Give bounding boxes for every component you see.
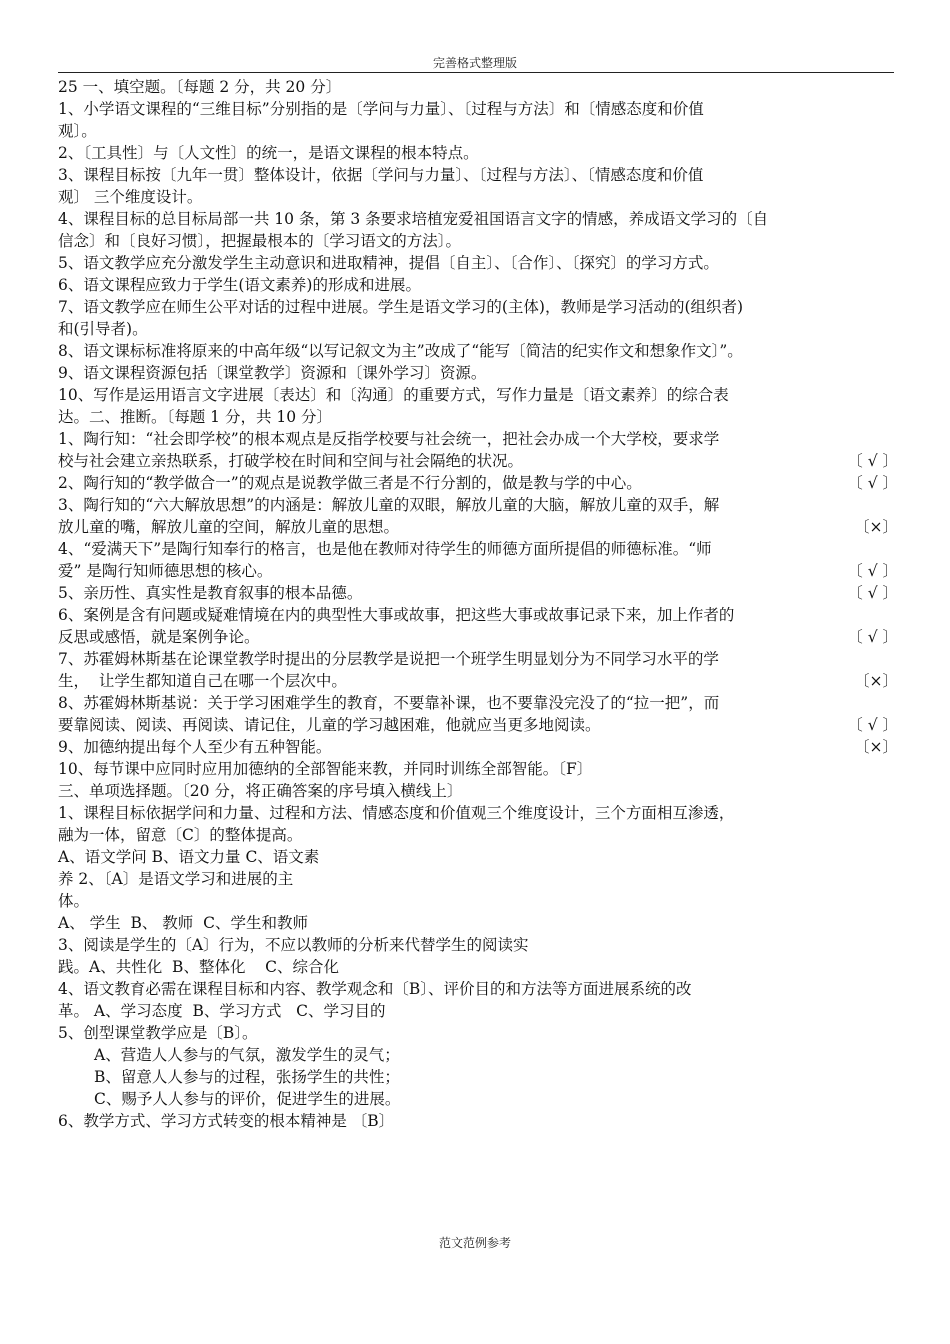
text-line: 3、阅读是学生的〔A〕行为，不应以教师的分析来代替学生的阅读实 <box>58 936 529 954</box>
page-header: 完善格式整理版 <box>432 56 517 70</box>
text-line: 3、陶行知的“六大解放思想”的内涵是：解放儿童的双眼，解放儿童的大脑，解放儿童的双手，解 <box>58 496 720 514</box>
text-line: 5、创型课堂教学应是〔B〕。 <box>58 1024 258 1042</box>
document-body <box>58 76 898 1132</box>
text-line: 信念〕和〔良好习惯〕，把握最根本的〔学习语文的方法〕。 <box>58 232 462 250</box>
line-text: 5、亲历性、真实性是教育叙事的根本品德。 <box>58 584 363 602</box>
text-line: 融为一体，留意〔C〕的整体提高。 <box>58 826 303 844</box>
text-line: 6、教学方式、学习方式转变的根本精神是 〔B〕 <box>58 1112 395 1130</box>
text-line: 养 2、〔A〕是语文学习和进展的主 <box>58 870 294 888</box>
text-line: 5、语文教学应充分激发学生主动意识和进取精神，提倡〔自主〕、〔合作〕、〔探究〕的学习方式。 <box>58 254 719 272</box>
text-line: 4、课程目标的总目标局部一共 10 条，第 3 条要求培植宠爱祖国语言文字的情感，养成语文学习的〔自 <box>58 210 769 228</box>
text-line <box>58 582 898 604</box>
text-line: A、 学生 B、 教师 C、学生和教师 <box>58 914 309 932</box>
text-line: 3、课程目标按〔九年一贯〕整体设计，依据〔学问与力量〕、〔过程与方法〕、〔情感态度和价值 <box>58 166 704 184</box>
answer-mark: 〔×〕 <box>854 518 898 536</box>
text-line <box>58 714 898 736</box>
header-rule <box>58 72 894 73</box>
text-line: 4、“爱满天下”是陶行知奉行的格言，也是他在教师对待学生的师德方面所提倡的师德标准。“师 <box>58 540 712 558</box>
answer-mark: 〔×〕 <box>854 672 898 690</box>
text-line <box>58 472 898 494</box>
line-text: 放儿童的嘴，解放儿童的空间，解放儿童的思想。 <box>58 518 400 536</box>
text-line: 10、每节课中应同时应用加德纳的全部智能来教，并同时训练全部智能。〔F〕 <box>58 760 593 778</box>
text-line <box>58 736 898 758</box>
answer-mark: 〔 √ 〕 <box>847 452 898 470</box>
text-line: 8、语文课标标准将原来的中高年级“以写记叙文为主”改成了“能写〔简洁的纪实作文和想象作文〕”。 <box>58 342 743 360</box>
text-line: 观〕。 <box>58 122 97 140</box>
text-line: 践。A、共性化 B、整体化 C、综合化 <box>58 958 340 976</box>
text-line: 6、案例是含有问题或疑难情境在内的典型性大事或故事，把这些大事或故事记录下来，加上作者的 <box>58 606 735 624</box>
line-text: 9、加德纳提出每个人至少有五种智能。 <box>58 738 332 756</box>
text-line <box>58 450 898 472</box>
text-line <box>58 560 898 582</box>
text-line: 三、单项选择题。〔20 分，将正确答案的序号填入横线上〕 <box>58 782 463 800</box>
text-line <box>58 670 898 692</box>
line-text: 要靠阅读、阅读、再阅读、请记住，儿童的学习越困难，他就应当更多地阅读。 <box>58 716 601 734</box>
answer-mark: 〔 √ 〕 <box>847 716 898 734</box>
text-line: 6、语文课程应致力于学生(语文素养)的形成和进展。 <box>58 276 421 294</box>
text-line: 1、陶行知：“社会即学校”的根本观点是反指学校要与社会统一，把社会办成一个大学校，要求学 <box>58 430 720 448</box>
answer-mark: 〔×〕 <box>854 738 898 756</box>
text-line: 体。 <box>58 892 90 910</box>
text-line: C、赐予人人参与的评价，促进学生的进展。 <box>94 1090 401 1108</box>
text-line: 7、语文教学应在师生公平对话的过程中进展。学生是语文学习的(主体)，教师是学习活动的(组织者) <box>58 298 744 316</box>
text-line <box>58 626 898 648</box>
text-line: 8、苏霍姆林斯基说：关于学习困难学生的教育，不要靠补课，也不要靠没完没了的“拉一把”，而 <box>58 694 720 712</box>
text-line: 达。二、推断。〔每题 1 分，共 10 分〕 <box>58 408 333 426</box>
text-line <box>58 516 898 538</box>
text-line: 10、写作是运用语言文字进展〔表达〕和〔沟通〕的重要方式，写作力量是〔语文素养〕的综合表 <box>58 386 729 404</box>
text-line: 革。 A、学习态度 B、学习方式 C、学习目的 <box>58 1002 386 1020</box>
answer-mark: 〔 √ 〕 <box>847 562 898 580</box>
text-line: 7、苏霍姆林斯基在论课堂教学时提出的分层教学是说把一个班学生明显划分为不同学习水平的学 <box>58 650 719 668</box>
text-line: 1、课程目标依据学问和力量、过程和方法、情感态度和价值观三个维度设计，三个方面相互渗透， <box>58 804 735 822</box>
text-line: A、语文学问 B、语文力量 C、语文素 <box>58 848 320 866</box>
text-line: 9、语文课程资源包括〔课堂教学〕资源和〔课外学习〕资源。 <box>58 364 487 382</box>
answer-mark: 〔 √ 〕 <box>847 584 898 602</box>
line-text: 反思或感悟，就是案例争论。 <box>58 628 260 646</box>
text-line: A、营造人人参与的气氛，激发学生的灵气； <box>94 1046 400 1064</box>
text-line: 25 一、填空题。〔每题 2 分，共 20 分〕 <box>58 78 342 96</box>
text-line: 观〕 三个维度设计。 <box>58 188 203 206</box>
text-line: 2、〔工具性〕与〔人文性〕的统一，是语文课程的根本特点。 <box>58 144 479 162</box>
page-footer: 范文范例参考 <box>438 1236 511 1250</box>
line-text: 2、陶行知的“教学做合一”的观点是说教学做三者是不行分割的，做是教与学的中心。 <box>58 474 642 492</box>
text-line: 和(引导者)。 <box>58 320 148 338</box>
text-line: B、留意人人参与的过程，张扬学生的共性； <box>94 1068 400 1086</box>
text-line: 1、小学语文课程的“三维目标”分别指的是〔学问与力量〕、〔过程与方法〕和〔情感态度和价值 <box>58 100 704 118</box>
line-text: 爱” 是陶行知师德思想的核心。 <box>58 562 273 580</box>
text-line: 4、语文教育必需在课程目标和内容、教学观念和〔B〕、评价目的和方法等方面进展系统的改 <box>58 980 692 998</box>
line-text: 生， 让学生都知道自己在哪一个层次中。 <box>58 672 347 690</box>
answer-mark: 〔 √ 〕 <box>847 628 898 646</box>
answer-mark: 〔 √ 〕 <box>847 474 898 492</box>
line-text: 校与社会建立亲热联系，打破学校在时间和空间与社会隔绝的状况。 <box>58 452 524 470</box>
